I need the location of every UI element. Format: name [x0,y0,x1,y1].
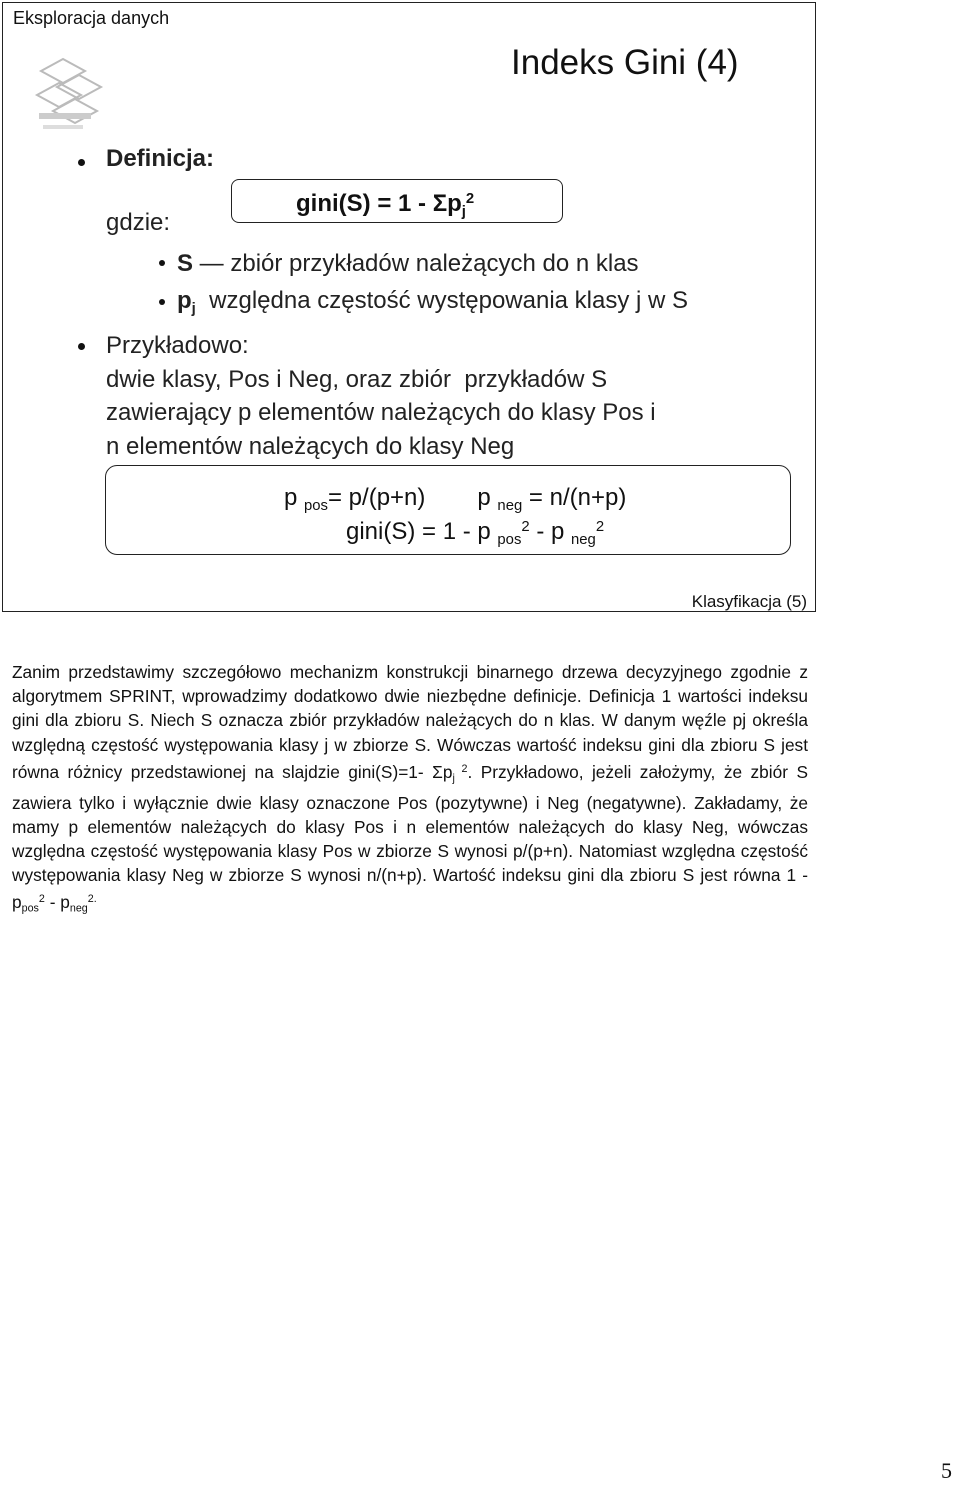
formula-prefix: gini(S) = 1 - [296,190,433,217]
item-pj-sub: j [191,301,196,318]
gini-part: gini(S) = 1 - p [346,518,498,545]
example-line: n elementów należących do klasy Neg [106,432,515,460]
gini-sup: 2 [595,518,605,535]
example-text [106,329,656,463]
notes-p: p [442,761,453,782]
lecture-notes [12,660,808,921]
notes-sup: 2 [454,762,468,775]
p-neg-sub: neg [497,498,523,515]
bullet-dot [78,159,85,166]
item-pj [177,287,688,317]
formula-sup: 2 [465,190,475,207]
sigma-symbol: Σ [432,761,443,782]
notes-sub: pos [21,903,39,916]
definition-label: Definicja: [106,145,215,172]
slide [2,2,816,612]
formula-sub: j [461,204,466,221]
notes-paragraph [12,660,808,921]
sub-bullet-dot [159,260,165,266]
notes-sup: 2 [38,893,45,906]
item-s-text: — zbiór przykładów należących do n klas [193,250,639,277]
notes-sub: neg [69,903,88,916]
example-line: dwie klasy, Pos i Neg, oraz zbiór przykładów S [106,365,608,393]
p-pos-rhs: = p/(p+n) [328,484,426,511]
formula-p: p [447,190,462,217]
gini-part: - p [529,518,572,545]
p-neg-symbol: p [477,484,498,511]
university-logo-icon [33,51,105,135]
gini-sub: pos [497,532,522,549]
item-pj-term: p [177,287,192,314]
slide-title: Indeks Gini (4) [511,43,739,82]
example-label: Przykładowo: [106,332,249,359]
equations-box [105,465,791,555]
notes-sub: j [452,772,455,785]
footer-label: Klasyfikacja (5) [691,592,807,611]
item-s-term: S [177,250,194,277]
item-s [177,250,639,278]
notes-sup: 2. [87,893,97,906]
gini-equation [346,518,604,548]
example-line: zawierający p elementów należących do klasy Pos i [106,399,656,426]
notes-text: - p [44,892,70,913]
sigma-symbol: Σ [432,190,448,217]
sub-bullet-dot [159,299,165,305]
notes-text: . Przykładowo, jeżeli założymy, że zbiór S zawiera tylko i wyłącznie dwie klasy oznaczone Pos (pozytywne) i Neg (negatywne). Zakładamy, że mamy p elementów należących do klasy Pos i n elementów należących do klasy Neg, wówczas względna częstość występowania klasy Pos w zbiorze S wynosi p/(p+n). Natomiast względna częstość występowania klasy Neg w zbiorze S wynosi n/(n+p). Wartość indeksu gini dla zbioru S jest równa 1 - p [12,761,808,913]
p-pos-sub: pos [304,498,328,515]
notes-text: Zanim przedstawimy szczegółowo mechanizm konstrukcji binarnego drzewa decyzyjnego zgodnie z algorytmem SPRINT, wprowadzimy dodatkowo dwie niezbędne definicje. Definicja 1 wartości indeksu gini dla zbioru S. Niech S oznacza zbiór przykładów należących do n klas. W danym węźle pj określa względną częstość występowania klasy j w zbiorze S. Wówczas wartość indeksu gini dla zbioru S jest równa różnicy przedstawionej na slajdzie gini(S)=1- [12,662,808,782]
bullet-dot [78,343,85,350]
gini-sup: 2 [521,518,530,535]
where-label: gdzie: [106,209,171,236]
page-number: 5 [941,1458,952,1483]
p-neg-rhs: = n/(n+p) [522,484,627,511]
gini-sub: neg [571,532,596,549]
gini-formula-box [231,179,563,223]
probability-equations [284,484,626,514]
p-pos-symbol: p [284,484,305,511]
item-pj-text: względna częstość występowania klasy j w S [195,287,689,314]
header-label: Eksploracja danych [13,8,170,28]
